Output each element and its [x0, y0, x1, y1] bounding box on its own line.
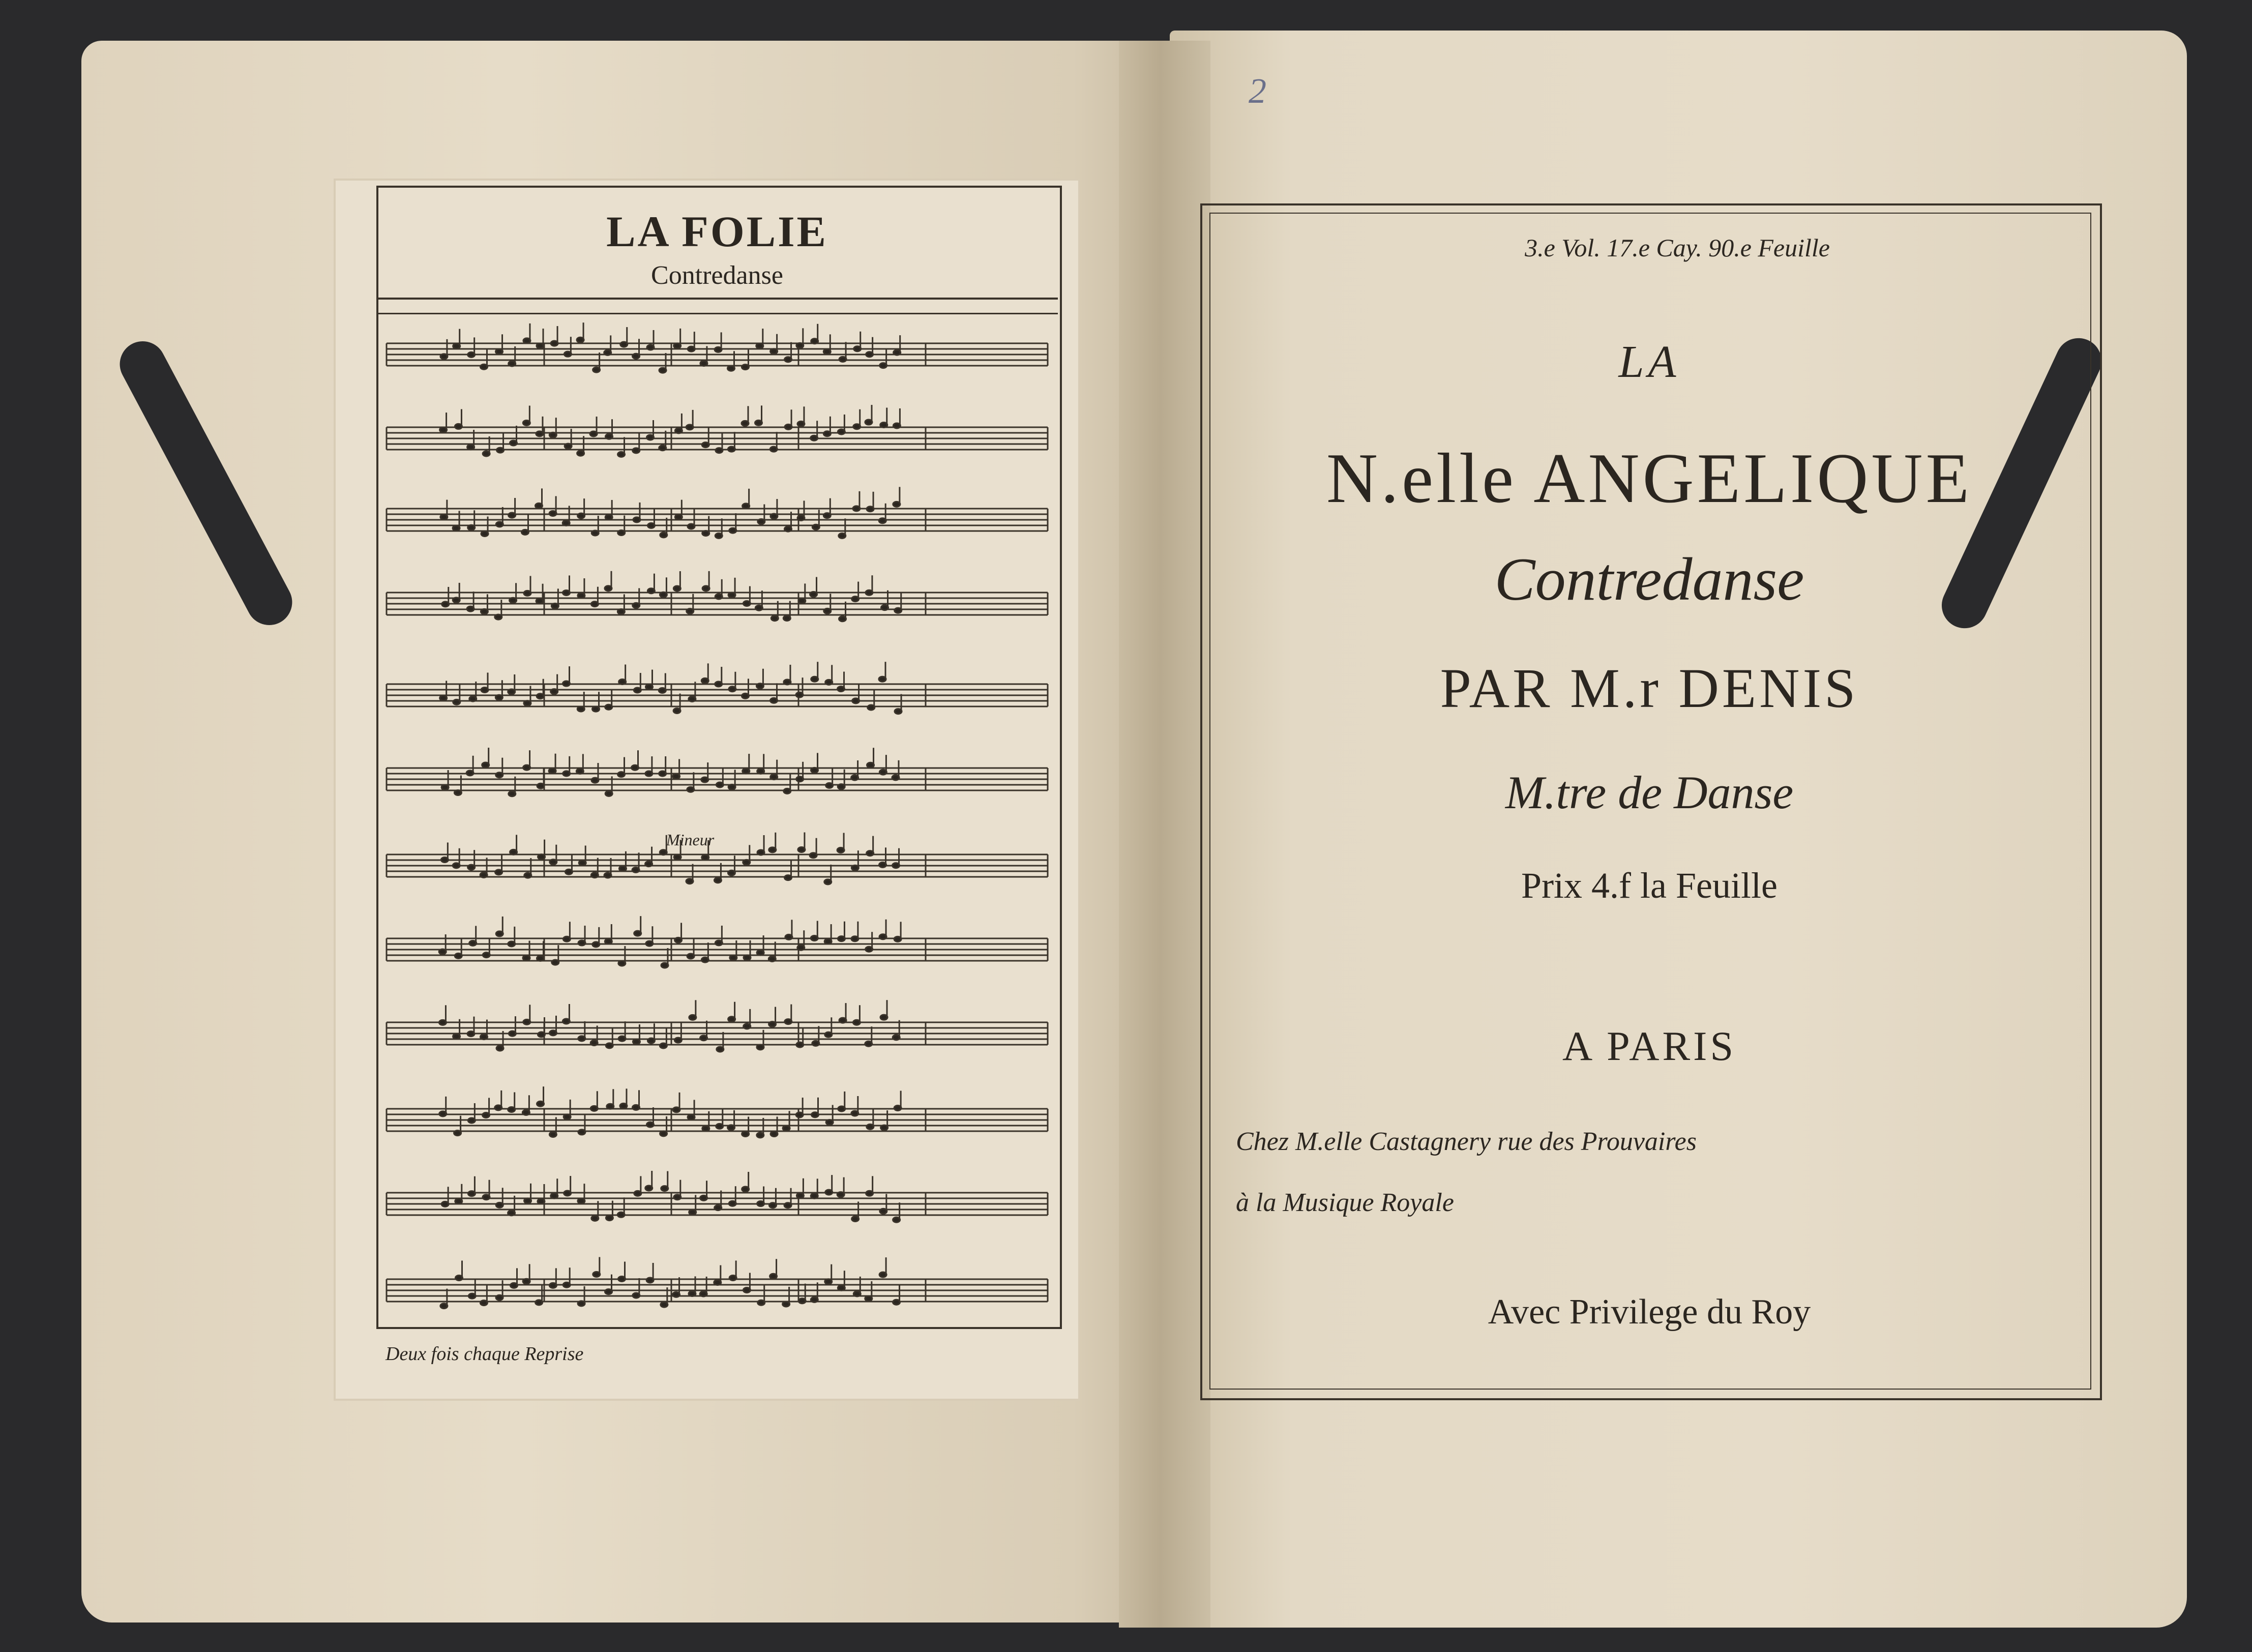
imprint-line-2: à la Musique Royale [1236, 1188, 1454, 1217]
title-name: N.elle ANGELIQUE [1326, 439, 1973, 518]
publication-city: A PARIS [1562, 1023, 1737, 1069]
repeat-instruction: Deux fois chaque Reprise [386, 1343, 584, 1365]
catalog-reference: 3.e Vol. 17.e Cay. 90.e Feuille [1525, 233, 1830, 262]
price-line: Prix 4.f la Feuille [1521, 865, 1777, 906]
author-line: PAR M.r DENIS [1440, 657, 1859, 719]
music-staff [387, 487, 1048, 538]
royal-privilege: Avec Privilege du Roy [1488, 1292, 1811, 1332]
section-label-mineur: Mineur [666, 831, 715, 849]
music-staff [387, 1171, 1048, 1222]
music-staff [387, 662, 1048, 714]
music-staff [387, 322, 1048, 373]
music-staff [387, 832, 1048, 884]
page-number: 2 [1249, 72, 1266, 111]
author-profession: M.tre de Danse [1505, 766, 1794, 818]
imprint-line-1: Chez M.elle Castagnery rue des Prouvaires [1236, 1127, 1697, 1156]
music-title: LA FOLIE [606, 207, 828, 256]
music-staff [387, 1000, 1048, 1052]
title-article: LA [1618, 337, 1680, 387]
music-subtitle: Contredanse [651, 261, 783, 290]
music-staff [387, 1086, 1048, 1138]
music-staff [387, 405, 1048, 457]
music-staff [387, 748, 1048, 796]
title-genre: Contredanse [1494, 545, 1804, 613]
music-staff [387, 571, 1048, 622]
music-staff [387, 916, 1048, 968]
music-staff [387, 1257, 1048, 1308]
